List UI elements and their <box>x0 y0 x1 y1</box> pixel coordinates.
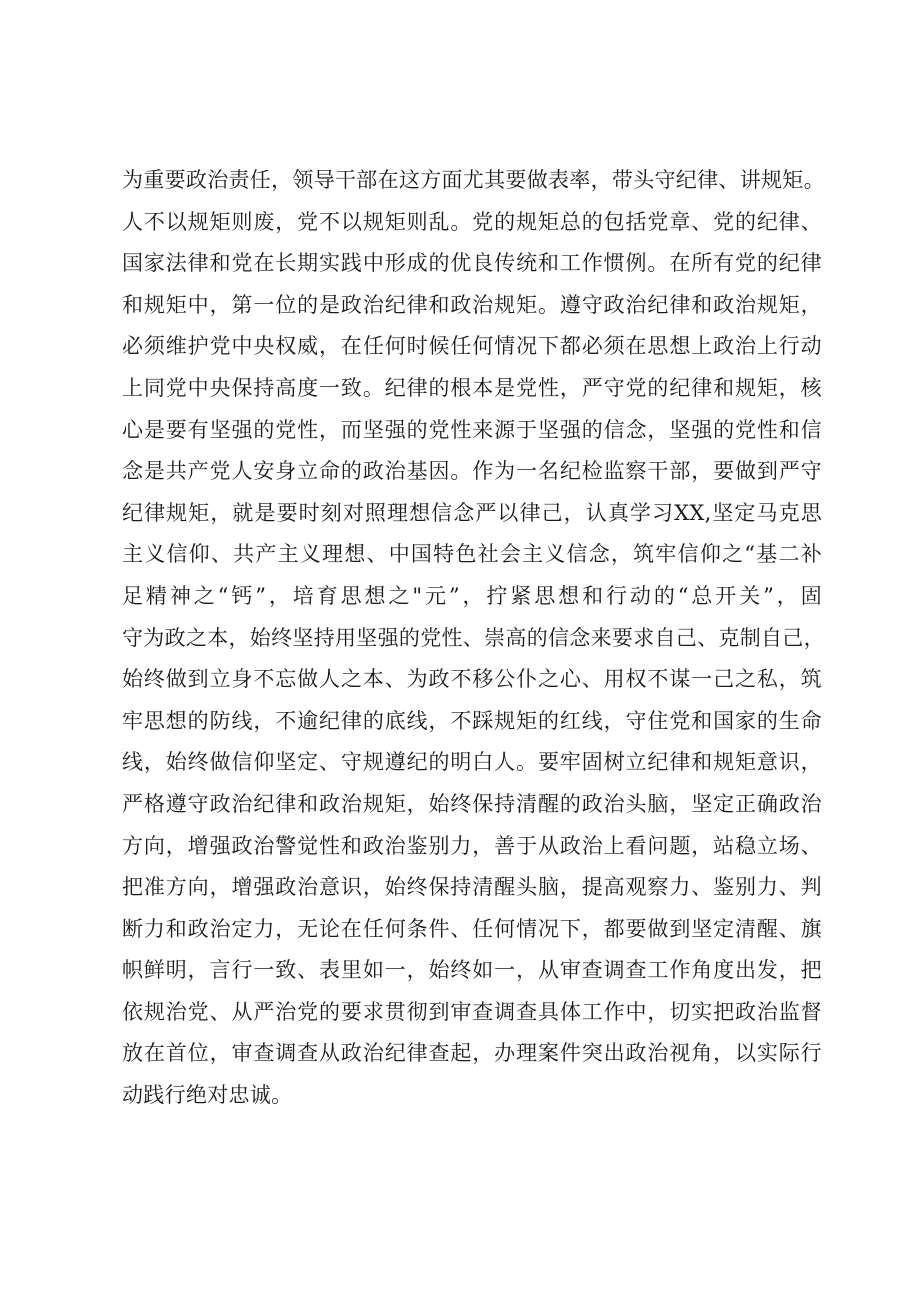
text-line: 严格遵守政治纪律和政治规矩，始终保持清醒的政治头脑，坚定正确政治 <box>122 791 822 816</box>
text-line: 牢思想的防线，不逾纪律的底线，不踩规矩的红线，守住党和国家的生命 <box>122 708 822 733</box>
text-line: 足精神之“钙”，培育思想之"元”，拧紧思想和行动的“总开关”，固 <box>122 583 822 608</box>
text-line: 断力和政治定力，无论在任何条件、任何情况下，都要做到坚定清醒、旗 <box>122 916 822 941</box>
text-line: 念是共产党人安身立命的政治基因。作为一名纪检监察干部，要做到严守 <box>122 459 822 484</box>
text-line: 方向，增强政治警觉性和政治鉴别力，善于从政治上看问题，站稳立场、 <box>122 833 822 858</box>
body-paragraph <box>122 160 825 1117</box>
text-line: 守为政之本，始终坚持用坚强的党性、崇高的信念来要求自己、克制自己， <box>122 625 825 650</box>
text-line: 把准方向，增强政治意识，始终保持清醒头脑，提高观察力、鉴别力、判 <box>122 875 822 900</box>
text-line: 始终做到立身不忘做人之本、为政不移公仆之心、用权不谋一己之私，筑 <box>122 667 822 692</box>
text-line: 依规治党、从严治党的要求贯彻到审查调查具体工作中，切实把政治监督 <box>122 999 822 1024</box>
text-line: 纪律规矩，就是要时刻对照理想信念严以律己，认真学习XX,坚定马克思 <box>122 500 822 525</box>
text-line: 主义信仰、共产主义理想、中国特色社会主义信念，筑牢信仰之“基二补 <box>122 542 822 567</box>
text-line: 心是要有坚强的党性，而坚强的党性来源于坚强的信念，坚强的党性和信 <box>122 417 822 442</box>
text-line: 为重要政治责任，领导干部在这方面尤其要做表率，带头守纪律、讲规矩。 <box>122 168 825 192</box>
text-line: 上同党中央保持高度一致。纪律的根本是党性，严守党的纪律和规矩，核 <box>122 375 822 400</box>
text-line: 线，始终做信仰坚定、守规遵纪的明白人。要牢固树立纪律和规矩意识， <box>122 750 822 775</box>
text-line: 和规矩中，第一位的是政治纪律和政治规矩。遵守政治纪律和政治规矩， <box>122 292 822 317</box>
text-line: 帜鲜明，言行一致、表里如一，始终如一，从审查调查工作角度出发，把 <box>122 958 822 983</box>
text-line: 必须维护党中央权威，在任何时候任何情况下都必须在思想上政治上行动 <box>122 334 822 359</box>
text-line: 人不以规矩则废，党不以规矩则乱。党的规矩总的包括党章、党的纪律、 <box>122 209 822 234</box>
text-line: 放在首位，审查调查从政治纪律查起，办理案件突出政治视角，以实际行 <box>122 1041 822 1066</box>
text-line: 国家法律和党在长期实践中形成的优良传统和工作惯例。在所有党的纪律 <box>122 251 822 276</box>
text-line: 动践行绝对忠诚。 <box>122 1083 293 1108</box>
